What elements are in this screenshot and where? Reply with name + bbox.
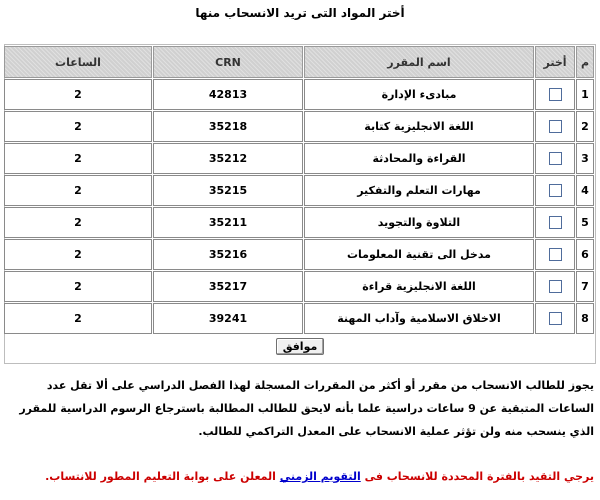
course-name: الاخلاق الاسلامية وآداب المهنة [304, 303, 534, 334]
select-checkbox[interactable] [549, 280, 562, 293]
submit-row [5, 335, 595, 363]
courses-table-wrapper [4, 44, 596, 364]
row-select-cell [535, 79, 575, 110]
select-checkbox[interactable] [549, 248, 562, 261]
select-checkbox[interactable] [549, 216, 562, 229]
deadline-notice-after: المعلن على بوابة التعليم المطور للانتساب. [45, 470, 280, 483]
course-crn: 39241 [153, 303, 303, 334]
course-hours: 2 [4, 239, 152, 270]
table-row [4, 271, 594, 302]
header-select: أختر [535, 46, 575, 78]
select-checkbox[interactable] [549, 88, 562, 101]
course-crn: 35217 [153, 271, 303, 302]
deadline-notice-before: يرجي التقيد بالفترة المحددة للانسحاب فى [360, 470, 594, 483]
course-crn: 35216 [153, 239, 303, 270]
course-hours: 2 [4, 271, 152, 302]
course-hours: 2 [4, 143, 152, 174]
header-course-name: اسم المقرر [304, 46, 534, 78]
select-checkbox[interactable] [549, 120, 562, 133]
course-name: مبادىء الإدارة [304, 79, 534, 110]
row-number: 3 [576, 143, 594, 174]
row-number: 4 [576, 175, 594, 206]
course-crn: 35211 [153, 207, 303, 238]
table-header-row [4, 46, 594, 78]
table-row [4, 303, 594, 334]
row-select-cell [535, 175, 575, 206]
table-row [4, 207, 594, 238]
row-number: 7 [576, 271, 594, 302]
course-hours: 2 [4, 175, 152, 206]
row-number: 8 [576, 303, 594, 334]
course-crn: 42813 [153, 79, 303, 110]
header-hours: الساعات [4, 46, 152, 78]
course-hours: 2 [4, 111, 152, 142]
course-hours: 2 [4, 79, 152, 110]
row-select-cell [535, 239, 575, 270]
table-row [4, 111, 594, 142]
row-number: 6 [576, 239, 594, 270]
row-select-cell [535, 143, 575, 174]
calendar-link[interactable]: التقويم الزمني [279, 470, 361, 483]
deadline-notice [6, 470, 594, 483]
course-name: التلاوة والتجويد [304, 207, 534, 238]
course-name: اللغة الانجليزية قراءة [304, 271, 534, 302]
course-crn: 35218 [153, 111, 303, 142]
table-row [4, 175, 594, 206]
select-checkbox[interactable] [549, 312, 562, 325]
course-name: اللغة الانجليزية كتابة [304, 111, 534, 142]
course-crn: 35212 [153, 143, 303, 174]
page-title: أختر المواد التى تريد الانسحاب منها [195, 6, 405, 20]
row-select-cell [535, 271, 575, 302]
row-select-cell [535, 111, 575, 142]
select-checkbox[interactable] [549, 152, 562, 165]
table-row [4, 79, 594, 110]
course-name: مهارات التعلم والتفكير [304, 175, 534, 206]
row-number: 2 [576, 111, 594, 142]
row-number: 5 [576, 207, 594, 238]
courses-table [3, 45, 595, 335]
course-name: القراءة والمحادثة [304, 143, 534, 174]
withdraw-notice: يجوز للطالب الانسحاب من مقرر أو أكثر من المقررات المسجلة لهذا الفصل الدراسي على ألا تقل عدد الساعات المتبقية عن 9 ساعات دراسية علما بأنه لايحق للطالب المطالبة باسترجاع الرسوم الدراسية للمقرر الذي ينسحب منه ولن تؤثر عملية الانسحاب على المعدل التراكمي للطالب. [19, 379, 594, 438]
row-select-cell [535, 207, 575, 238]
select-checkbox[interactable] [549, 184, 562, 197]
submit-button[interactable]: موافق [276, 338, 325, 355]
course-hours: 2 [4, 207, 152, 238]
row-select-cell [535, 303, 575, 334]
course-name: مدخل الى تقنية المعلومات [304, 239, 534, 270]
table-row [4, 143, 594, 174]
course-hours: 2 [4, 303, 152, 334]
header-crn: CRN [153, 46, 303, 78]
table-row [4, 239, 594, 270]
row-number: 1 [576, 79, 594, 110]
header-index: م [576, 46, 594, 78]
course-crn: 35215 [153, 175, 303, 206]
